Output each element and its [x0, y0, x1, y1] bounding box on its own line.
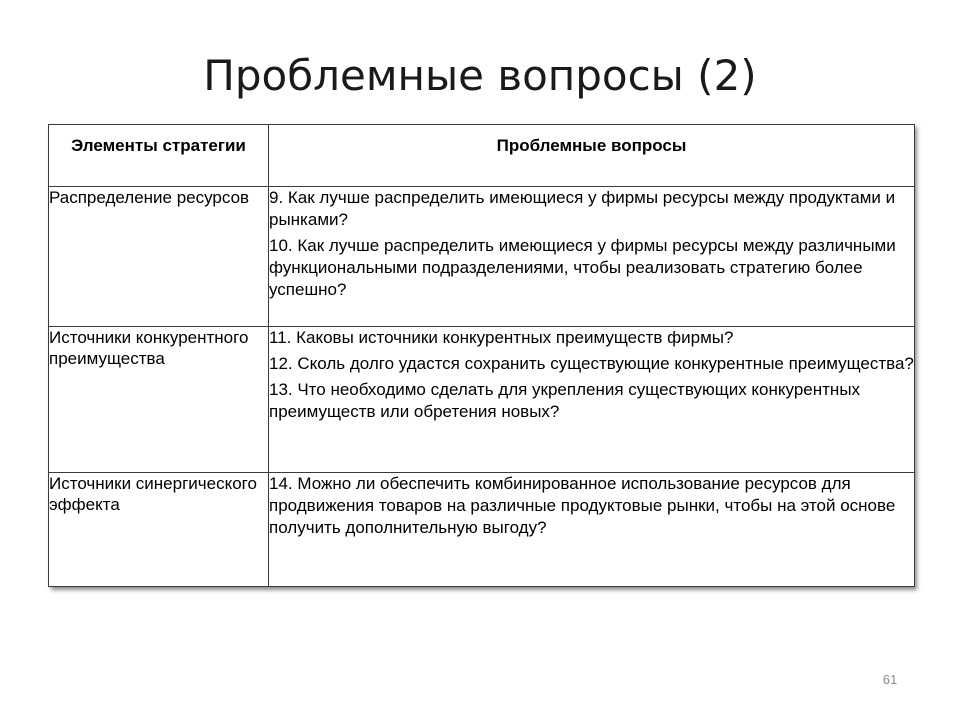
table-row: [49, 327, 915, 473]
header-strategy-elements: Элементы стратегии: [49, 125, 269, 187]
page-number: 61: [882, 672, 898, 687]
header-problem-questions: Проблемные вопросы: [269, 125, 915, 187]
table-header-row: [49, 125, 915, 187]
table-row: [49, 187, 915, 327]
questions-cell: [269, 327, 915, 473]
question-item: 10. Как лучше распределить имеющиеся у фирмы ресурсы между различными функциональными подразделениями, чтобы реализовать стратегию более успешно?: [269, 236, 896, 299]
strategy-questions-table: [48, 124, 915, 587]
question-item: 13. Что необходимо сделать для укрепления существующих конкурентных преимуществ или обретения новых?: [269, 380, 861, 421]
questions-cell: [269, 187, 915, 327]
question-item: 9. Как лучше распределить имеющиеся у фирмы ресурсы между продуктами и рынками?: [269, 188, 896, 229]
table-row: [49, 473, 915, 587]
questions-cell: [269, 473, 915, 587]
strategy-element-cell: Источники конкурентного преимущества: [49, 327, 269, 473]
strategy-element-cell: Распределение ресурсов: [49, 187, 269, 327]
slide-title: Проблемные вопросы (2): [203, 51, 757, 100]
question-item: 12. Сколь долго удастся сохранить существующие конкурентные преимущества?: [269, 354, 914, 373]
strategy-questions-table-container: [48, 124, 914, 587]
question-item: 11. Каковы источники конкурентных преимуществ фирмы?: [269, 328, 734, 347]
strategy-element-cell: Источники синергического эффекта: [49, 473, 269, 587]
question-item: 14. Можно ли обеспечить комбинированное использование ресурсов для продвижения товаров на различные продуктовые рынки, чтобы на этой основе получить дополнительную выгоду?: [269, 474, 896, 537]
